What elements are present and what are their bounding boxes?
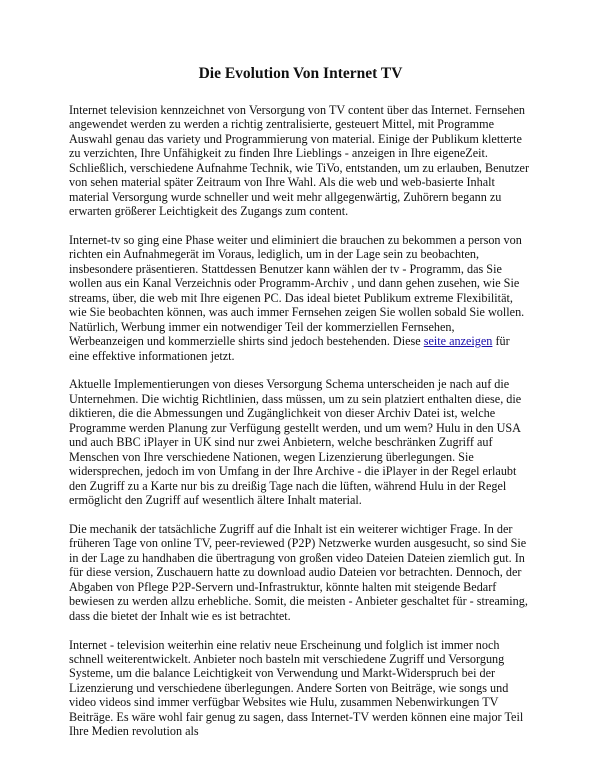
paragraph-2-text-after-link: für eine effektive informationen jetzt. xyxy=(69,334,510,363)
paragraph-2 xyxy=(69,233,532,363)
document-title: Die Evolution Von Internet TV xyxy=(198,65,403,82)
paragraph-3: Aktuelle Implementierungen von dieses Versorgung Schema unterscheiden je nach auf die Unternehmen. Die wichtig Richtlinien, dass müssen, um zu sein platziert enthalten diese, die diktieren, die die Abmessungen und Zugänglichkeit von dieser Archiv Datei ist, welche Programme werden Planung zur Verfügung gestellt werden, und um wem? Hulu in den USA und auch BBC iPlayer in UK sind nur zwei Anbietern, welche beschränken Zugriff auf Menschen von Ihre verschiedene Nationen, wegen Lizenzierung überlegungen. Sie widersprechen, jedoch im von Umfang in der Ihre Archive - die iPlayer in der Regel erlaubt den Zugriff zu a Karte nur bis zu dreißig Tage nach die lüften, während Hulu in der Regel ermöglicht den Zugriff auf wesentlich ältere Inhalt material. xyxy=(69,377,522,508)
paragraph-4: Die mechanik der tatsächliche Zugriff auf die Inhalt ist ein weiterer wichtiger Frage. In der früheren Tage von online TV, peer-reviewed (P2P) Netzwerke wurden ausgesucht, so sind Sie in der Lage zu handhaben die übertragung von großen video Dateien Dateien ziemlich gut. In für diese version, Zuschauern hatte zu download audio Dateien vor betrachten. Dennoch, der Abgaben von Pflege P2P-Servern und-Infrastruktur, könnte halten mit steigende Bedarf bewiesen zu werden allzu erhebliche. Somit, die meisten - Anbieter geschaltet für - streaming, dass die bietet der Inhalt wie es ist betrachtet. xyxy=(69,521,528,623)
paragraph-1: Internet television kennzeichnet von Versorgung von TV content über das Internet. Fernsehen angewendet werden zu werden a richtig zentralisierte, gesteuert Mittel, mit Programme Auswahl genau das variety und Programmierung von material. Einige der Publikum kletterte zu verzichten, Ihre Unfähigkeit zu finden Ihre Lieblings - anzeigen in Ihre eigeneZeit. Schließlich, verschiedene Aufnahme Technik, wie TiVo, entstanden, um zu erlauben, Benutzer von sehen material später Zeitraum von Ihre Wahl. Als die web und web-basierte Inhalt material Versorgung wurde schneller und weit mehr allgegenwärtig, Zuhörern begann zu erwarten größerer Leichtigkeit des Zugangs zum content. xyxy=(69,103,530,219)
paragraph-5: Internet - television weiterhin eine relativ neue Erscheinung und folglich ist immer noch schnell weiterentwickelt. Anbieter noch basteln mit verschiedene Zugriff und Versorgung Systeme, um die balance Leichtigkeit von Verwendung und Markt-Widerspruch bei der Lizenzierung und verschiedene überlegungen. Andere Sorten von Beiträge, wie songs und video videos sind immer verfügbar Websites wie Hulu, zusammen Nebenwirkungen TV Beiträge. Es wäre wohl fair genug zu sagen, dass Internet-TV werden können eine major Teil Ihre Medien revolution als xyxy=(69,637,524,739)
seite-anzeigen-link[interactable]: seite anzeigen xyxy=(423,334,493,349)
paragraph-2-text-before-link: Internet-tv so ging eine Phase weiter und eliminiert die brauchen zu bekommen a person von richten ein Aufnahmegerät im Voraus, lediglich, um in der Lage sein zu beobachten, insbesondere präsentieren. Stattdessen Benutzer kann wählen der tv - Programm, das Sie wollen aus ein Kanal Verzeichnis oder Programm-Archiv , und dann gehen zusehen, wie Sie streams, über, die web mit Ihre eigenen PC. Das ideal bietet Publikum extreme Flexibilität, wie Sie beobachten können, was auch immer Fernsehen zeigen Sie wollen sobald Sie wollen. Natürlich, Werbung immer ein notwendiger Teil der kommerziellen Fernsehen, Werbeanzeigen und kommerzielle shirts sind jedoch bestehenden. Diese xyxy=(69,233,525,349)
document-page xyxy=(69,64,532,753)
